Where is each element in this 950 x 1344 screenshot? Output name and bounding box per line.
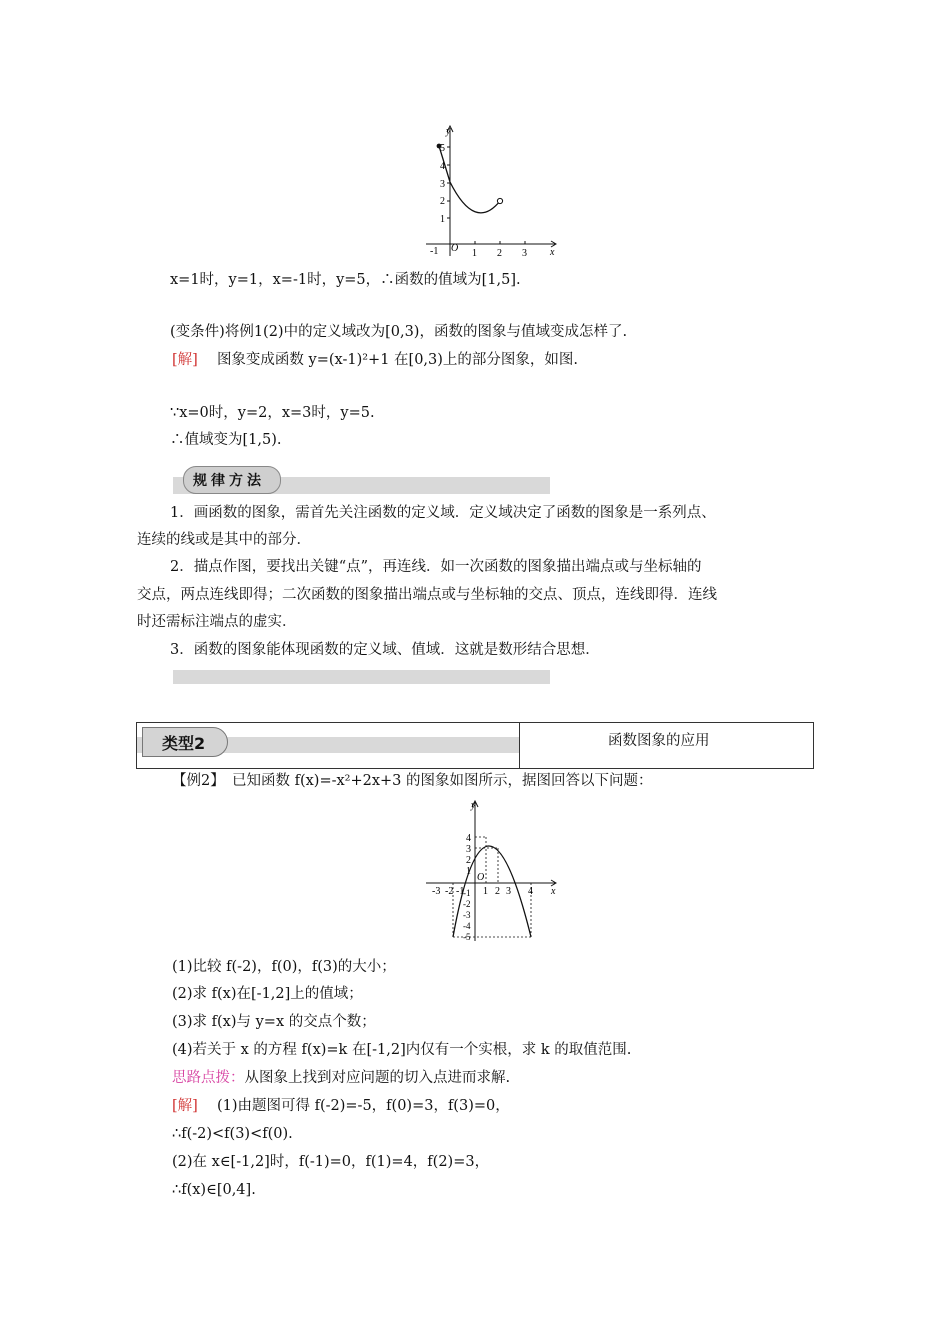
tick-label: -5	[463, 932, 471, 942]
solution-1-text: (1)由题图可得 f(-2)=-5，f(0)=3，f(3)=0，	[216, 1098, 510, 1114]
method-1b: 连续的线或是其中的部分．	[137, 532, 311, 548]
tick-label: 3	[466, 844, 471, 855]
question-4: (4)若关于 x 的方程 f(x)=k 在[-1,2]内仅有一个实根，求 k 的取值范围.	[172, 1042, 632, 1058]
tick-label: 4	[440, 161, 445, 172]
hint-label: 思路点拨：	[172, 1070, 245, 1086]
tick-label: -2	[463, 899, 471, 909]
curve	[439, 146, 500, 213]
axis-label-x: x	[551, 886, 556, 897]
origin-label: O	[451, 243, 459, 254]
question-2: (2)求 f(x)在[-1,2]上的值域；	[172, 986, 363, 1002]
axis-label-y: y	[446, 126, 451, 137]
graph-parabola-segment	[420, 120, 570, 260]
variant-answer	[172, 350, 578, 370]
text-range-line: x=1时，y=1，x=-1时，y=5，∴函数的值域为[1,5].	[170, 272, 521, 288]
tick-label: 2	[495, 886, 500, 897]
solution-label: [解]	[172, 1098, 198, 1114]
graph-downward-parabola	[420, 796, 570, 946]
solution-1	[172, 1096, 510, 1116]
solution-1b: ∴f(-2)<f(3)<f(0).	[172, 1126, 293, 1142]
solution-2b: ∴f(x)∈[0,4].	[172, 1182, 256, 1198]
hint-text: 从图象上找到对应问题的切入点进而求解.	[244, 1070, 511, 1086]
type-title: 函数图象的应用	[608, 733, 710, 749]
variant-answer-text: 图象变成函数 y=(x-1)²+1 在[0,3)上的部分图象，如图.	[216, 352, 579, 368]
tick-label: 1	[466, 866, 471, 877]
tick-label: 1	[483, 886, 488, 897]
solution-2: (2)在 x∈[-1,2]时，f(-1)=0，f(1)=4，f(2)=3，	[172, 1154, 490, 1170]
example2-statement: 【例2】 已知函数 f(x)=-x²+2x+3 的图象如图所示，据图回答以下问题：	[172, 773, 653, 789]
tick-label: 1	[472, 248, 477, 259]
question-3: (3)求 f(x)与 y=x 的交点个数；	[172, 1014, 376, 1030]
type-header-divider	[519, 722, 520, 769]
method-2b: 交点，两点连线即得；二次函数的图象描出端点或与坐标轴的交点、顶点，连线即得．连线	[137, 587, 717, 603]
tick-label: 4	[528, 886, 533, 897]
axis-label-y: y	[471, 800, 476, 811]
method-2a: 2．描点作图，要找出关键“点”，再连线．如一次函数的图象描出端点或与坐标轴的	[170, 559, 702, 575]
tick-label: 1	[440, 214, 445, 225]
origin-label: O	[477, 872, 485, 883]
tick-label: -1	[456, 886, 465, 897]
tick-label: -1	[430, 246, 439, 257]
text-line-c: ∴值域变为[1,5).	[170, 432, 282, 448]
type-badge: 类型2	[162, 734, 206, 753]
text-line-b: ∵x=0时，y=2，x=3时，y=5.	[170, 405, 375, 421]
method-2c: 时还需标注端点的虚实．	[137, 614, 297, 630]
tick-label: -4	[463, 921, 471, 931]
method-badge: 规律方法	[193, 473, 265, 489]
tick-label: 5	[440, 143, 445, 154]
tick-label: 3	[506, 886, 511, 897]
tick-label: 2	[440, 196, 445, 207]
tick-label: 3	[522, 248, 527, 259]
tick-label: -3	[432, 886, 441, 897]
variant-question: (变条件)将例1(2)中的定义域改为[0,3)，函数的图象与值域变成怎样了.	[170, 324, 628, 340]
solution-label: [解]	[172, 352, 198, 368]
axis-label-x: x	[550, 247, 555, 258]
hint-line	[172, 1068, 510, 1088]
question-1: (1)比较 f(-2)，f(0)，f(3)的大小；	[172, 959, 396, 975]
tick-label: -1	[463, 888, 471, 898]
tick-label: 4	[466, 833, 471, 844]
method-3: 3．函数的图象能体现函数的定义域、值域．这就是数形结合思想．	[170, 642, 600, 658]
tick-label: 2	[497, 248, 502, 259]
method-1a: 1．画函数的图象，需首先关注函数的定义域．定义域决定了函数的图象是一系列点、	[170, 505, 716, 521]
method-end-bar	[173, 670, 550, 684]
tick-label: -3	[463, 910, 471, 920]
tick-label: 3	[440, 179, 445, 190]
tick-label: 2	[466, 855, 471, 866]
tick-label: -2	[445, 886, 454, 897]
